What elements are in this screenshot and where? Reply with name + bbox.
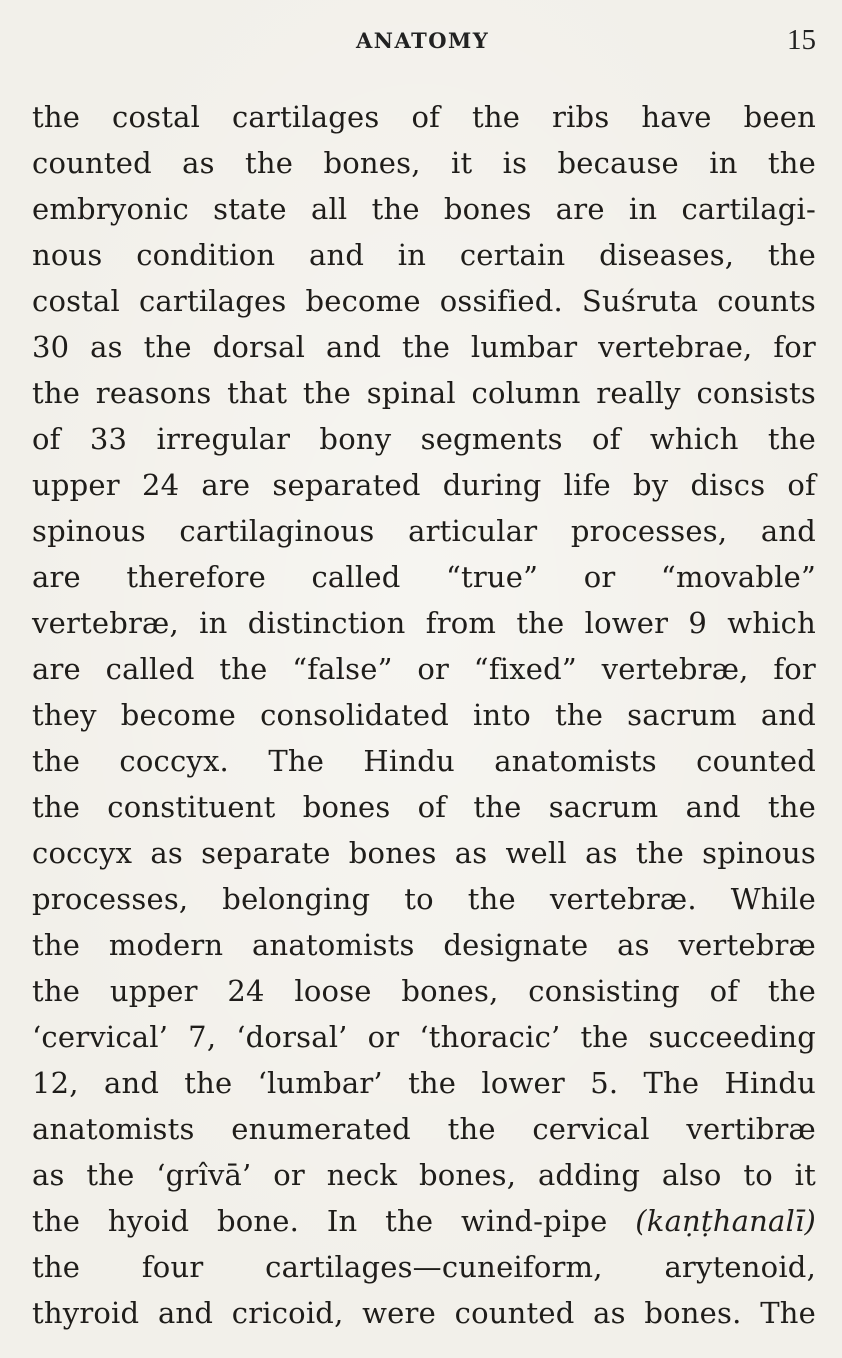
text-line: thyroid and cricoid, were counted as bones. The bbox=[32, 1296, 816, 1330]
text-line: processes, belonging to the vertebræ. While bbox=[32, 882, 816, 916]
text-line: ‘cervical’ 7, ‘dorsal’ or ‘thoracic’ the succeeding bbox=[32, 1020, 816, 1054]
text-line: nous condition and in certain diseases, the bbox=[32, 238, 816, 272]
text-line bbox=[32, 1198, 816, 1244]
text-line: as the ‘grîvā’ or neck bones, adding also to it bbox=[32, 1158, 816, 1192]
text-line: they become consolidated into the sacrum and bbox=[32, 698, 816, 732]
line-25-roman: the hyoid bone. In the wind-pipe bbox=[32, 1204, 636, 1238]
text-line: coccyx as separate bones as well as the spinous bbox=[32, 836, 816, 870]
text-line: the reasons that the spinal column really consists bbox=[32, 376, 816, 410]
body-text bbox=[32, 94, 816, 1336]
running-head: ANATOMY bbox=[356, 28, 490, 53]
text-line: embryonic state all the bones are in cartilagi- bbox=[32, 192, 816, 226]
text-line: spinous cartilaginous articular processes, and bbox=[32, 514, 816, 548]
text-line: the modern anatomists designate as vertebræ bbox=[32, 928, 816, 962]
text-line: the upper 24 loose bones, consisting of the bbox=[32, 974, 816, 1008]
text-line: the constituent bones of the sacrum and the bbox=[32, 790, 816, 824]
kanthanali-italic: (kaṇṭhanalī) bbox=[635, 1204, 816, 1238]
text-line: anatomists enumerated the cervical vertibræ bbox=[32, 1112, 816, 1146]
text-line: are called the “false” or “fixed” vertebræ, for bbox=[32, 652, 816, 686]
text-line: 30 as the dorsal and the lumbar vertebrae, for bbox=[32, 330, 816, 364]
text-line: are therefore called “true” or “movable” bbox=[32, 560, 816, 594]
text-line: the costal cartilages of the ribs have been bbox=[32, 100, 816, 134]
text-line: of 33 irregular bony segments of which the bbox=[32, 422, 816, 456]
text-line: vertebræ, in distinction from the lower 9 which bbox=[32, 606, 816, 640]
text-line: upper 24 are separated during life by discs of bbox=[32, 468, 816, 502]
text-line: the coccyx. The Hindu anatomists counted bbox=[32, 744, 816, 778]
text-line: the four cartilages—cuneiform, arytenoid, bbox=[32, 1250, 816, 1284]
text-line: costal cartilages become ossified. Suśruta counts bbox=[32, 284, 816, 318]
page-number: 15 bbox=[787, 24, 816, 56]
text-line: 12, and the ‘lumbar’ the lower 5. The Hindu bbox=[32, 1066, 816, 1100]
text-line: counted as the bones, it is because in the bbox=[32, 146, 816, 180]
